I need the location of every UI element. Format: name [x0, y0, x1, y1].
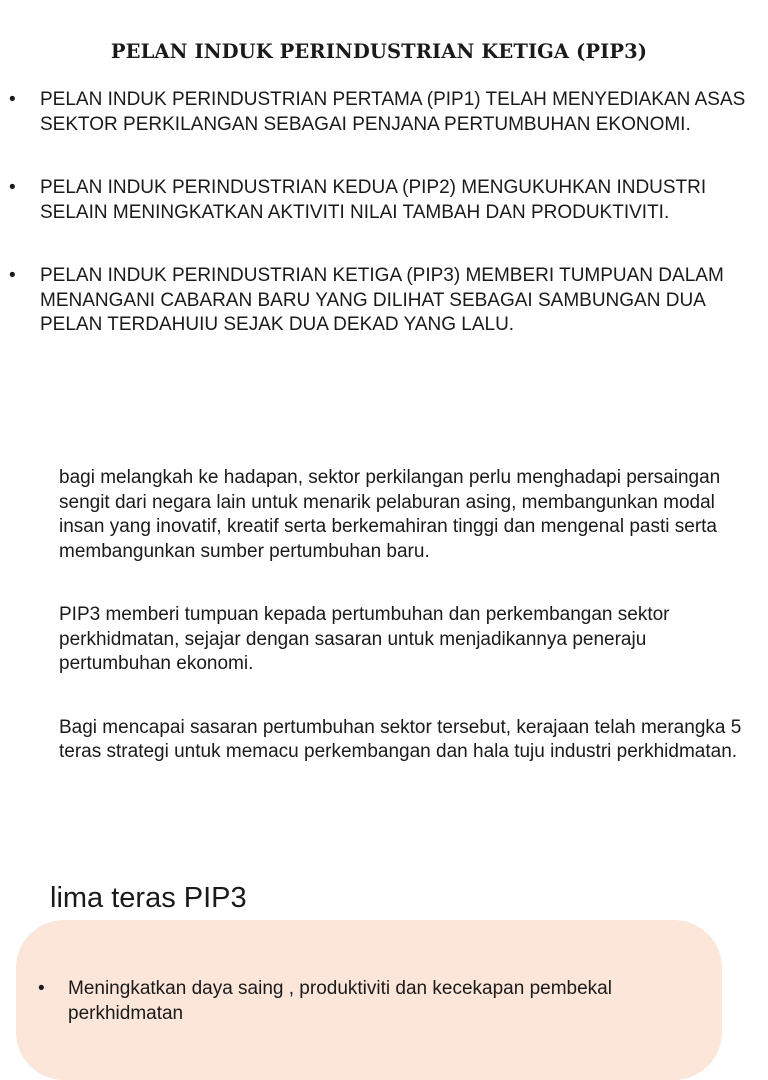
bullet-pip2 [0, 176, 768, 225]
bullet-text: PELAN INDUK PERINDUSTRIAN KETIGA (PIP3) MEMBERI TUMPUAN DALAM MENANGANI CABARAN BARU YANG DILIHAT SEBAGAI SAMBUNGAN DUA PELAN TERDAHUIU SEJAK DUA DEKAD YANG LALU. [40, 265, 724, 335]
bullet-pip1 [0, 88, 768, 137]
paragraph-challenges: bagi melangkah ke hadapan, sektor perkilangan perlu menghadapi persaingan sengit dari negara lain untuk menarik pelaburan asing, membangunkan modal insan yang inovatif, kreatif serta berkemahiran tinggi dan mengenal pasti serta membangunkan sumber pertumbuhan baru. [59, 467, 721, 562]
teras-item-text: Meningkatkan daya saing , produktiviti dan kecekapan pembekal perkhidmatan [68, 978, 612, 1024]
bullet-dot-icon: • [9, 177, 16, 198]
bullet-text: PELAN INDUK PERINDUSTRIAN PERTAMA (PIP1) TELAH MENYEDIAKAN ASAS SEKTOR PERKILANGAN SEBAGAI PENJANA PERTUMBUHAN EKONOMI. [40, 89, 746, 135]
page-title: PELAN INDUK PERINDUSTRIAN KETIGA (PIP3) [110, 40, 648, 63]
teras-item [16, 977, 706, 1026]
bullet-dot-icon: • [38, 978, 45, 999]
paragraph-strategy: Bagi mencapai sasaran pertumbuhan sektor tersebut, kerajaan telah merangka 5 teras strategi untuk memacu perkembangan dan hala tuju industri perkhidmatan. [59, 716, 742, 762]
intro-bullet-list [0, 88, 768, 377]
bullet-dot-icon: • [9, 89, 16, 110]
paragraph-services-focus: PIP3 memberi tumpuan kepada pertumbuhan dan perkembangan sektor perkhidmatan, sejajar dengan sasaran untuk menjadikannya peneraju pertumbuhan ekonomi. [59, 604, 670, 674]
section-heading: lima teras PIP3 [50, 882, 247, 914]
bullet-pip3 [0, 264, 768, 338]
teras-box [16, 920, 722, 1080]
body-paragraphs [59, 466, 759, 804]
bullet-text: PELAN INDUK PERINDUSTRIAN KEDUA (PIP2) MENGUKUHKAN INDUSTRI SELAIN MENINGKATKAN AKTIVITI NILAI TAMBAH DAN PRODUKTIVITI. [40, 177, 707, 223]
bullet-dot-icon: • [9, 265, 16, 286]
teras-list [16, 977, 706, 1026]
